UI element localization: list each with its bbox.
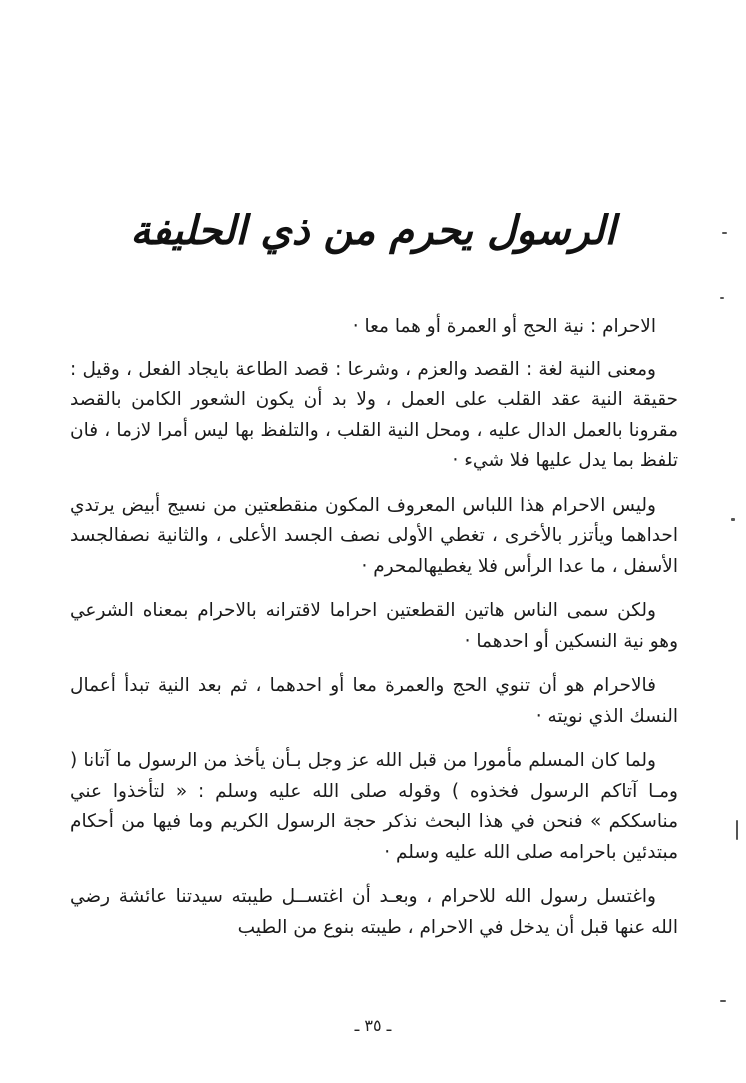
paragraph-ihram-garment: وليس الاحرام هذا اللباس المعروف المكون منقطعتين من نسيج أبيض يرتدي احداهما ويأتزر بالأخرى ، تغطي الأولى نصف الجسد الأعلى ، والثانية نصفالجسد الأسفل ، ما عدا الرأس فلا يغطيهالمحرم · — [70, 494, 678, 577]
paragraph-following-the-prophet: ولما كان المسلم مأمورا من قبل الله عز وجل بـأن يأخذ من الرسول ما آتانا ( ومـا آتاكم الرسول فخذوه ) وقوله صلى الله عليه وسلم : « لتأخذوا عني مناسككم » فنحن في هذا البحث نذكر حجة الرسول الكريم وما فيها من أحكام مبتدئين باحرامه صلى الله عليه وسلم · — [70, 750, 678, 863]
margin-mark — [736, 820, 738, 840]
paragraph-naming-of-garment: ولكن سمى الناس هاتين القطعتين احراما لاقترانه بالاحرام بمعناه الشرعي وهو نية النسكين أو احدهما · — [70, 600, 678, 652]
margin-mark — [720, 297, 724, 299]
paragraph-ghusl-and-perfume: واغتسل رسول الله للاحرام ، وبعـد أن اغتســل طيبته سيدتنا عائشة رضي الله عنها قبل أن يدخل في الاحرام ، طيبته بنوع من الطيب — [70, 886, 678, 938]
paragraph-meaning-of-intention: ومعنى النية لغة : القصد والعزم ، وشرعا : قصد الطاعة بايجاد الفعل ، وقيل : حقيقة النية عقد القلب على العمل ، ولا بد أن يكون الشعور الكامن بالقصد مقرونا بالعمل الدال عليه ، ومحل النية القلب ، والتلفظ بها ليس أمرا لازما ، فان تلفظ بما يدل عليها فلا شيء · — [70, 358, 678, 471]
body-text — [70, 312, 678, 957]
margin-mark — [731, 518, 735, 521]
margin-mark — [720, 1000, 726, 1002]
page-number: ـ ٣٥ ـ — [354, 1016, 392, 1035]
paragraph-ihram-definition: الاحرام : نية الحج أو العمرة أو هما معا · — [352, 316, 656, 337]
paragraph-ihram-is-intention: فالاحرام هو أن تنوي الحج والعمرة معا أو احدهما ، ثم بعد النية تبدأ أعمال النسك الذي نويته · — [70, 675, 678, 727]
chapter-title: الرسول يحرم من ذي الحليفة — [130, 206, 616, 254]
